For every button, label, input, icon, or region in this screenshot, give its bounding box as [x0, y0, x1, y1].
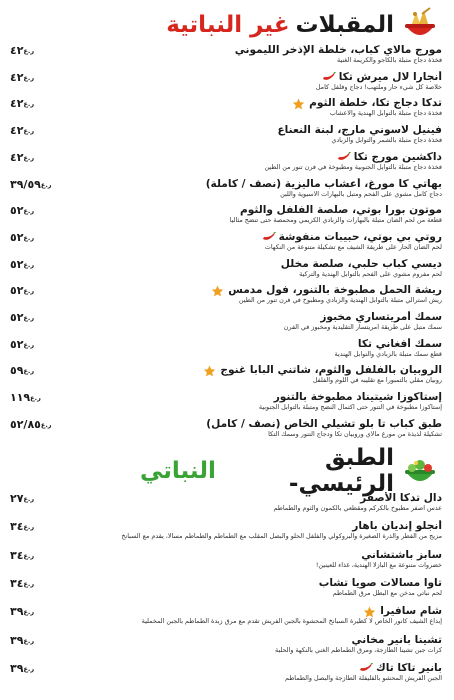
item-name: إستاكوزا شيتيناد مطبوخة بالتنور: [273, 391, 442, 404]
currency-label: ر.ع: [23, 73, 35, 82]
item-description: عدس أصفر مطبوخ بالكركم ومقطعي بالكمون والثوم والطماطم: [273, 505, 442, 512]
chili-icon: [322, 72, 336, 84]
item-price: [10, 124, 80, 138]
item-name: شام سافيرا: [380, 605, 442, 618]
item-description: تشكيلة لذيذة من مورغ مالاي وروبيان تكا ودجاج التنور وسمك التكا: [268, 430, 442, 438]
currency-label: ر.ع: [40, 420, 52, 429]
currency-label: ر.ع: [23, 579, 35, 588]
item-description: الجبن الفريش المحشو بالفليفلة الطازجة والبصل والطماطم: [284, 674, 442, 682]
menu-item: [0, 549, 454, 575]
item-description: لحم نباتي مدخن مع البطل مرق الطماطم: [332, 589, 442, 597]
price-value: ٤٢: [10, 70, 24, 84]
price-value: ٢٧: [10, 492, 24, 505]
currency-label: ر.ع: [23, 100, 35, 109]
item-price: [10, 71, 80, 85]
menu-item: [0, 634, 454, 660]
item-price: [10, 391, 80, 405]
item-price: [10, 364, 80, 378]
item-price: [10, 258, 80, 272]
item-description: لحم الضأن الحار على طريقة الشيف مع تشكيلة متنوعة من النكهات: [264, 243, 442, 251]
star-icon: [363, 606, 377, 618]
menu-item: [0, 258, 454, 284]
menu-item: [0, 71, 454, 97]
price-value: ٥٢/٨٥: [10, 417, 41, 431]
item-price: [10, 634, 80, 648]
item-name: دال تدكا الأصفر: [360, 492, 442, 504]
item-name: بانير تاكا تاك: [376, 661, 442, 674]
menu-item: [0, 311, 454, 337]
item-name: سابز باشتشاني: [361, 548, 442, 561]
star-icon: [203, 365, 217, 377]
item-name: تدكا دجاج تكا، خلطة الثوم: [309, 97, 442, 110]
star-icon: [211, 285, 225, 297]
chili-icon: [262, 232, 276, 244]
price-value: ٣٩: [10, 633, 24, 647]
item-price: [10, 284, 80, 298]
item-name: بهاتي كا مورغ، أعشاب ماليزية (نصف / كاملة): [205, 177, 442, 190]
price-value: ٤٢: [10, 150, 24, 164]
item-price: [10, 492, 80, 506]
price-value: ٥٢: [10, 311, 24, 324]
item-description: إستاكوزا مطبوخة في التنور حتى اكتمال النضج ومتبلة بالتوابل الجنوبية: [258, 404, 442, 412]
salad-bowl-icon: [400, 452, 440, 490]
item-price: [10, 338, 80, 352]
currency-label: ر.ع: [23, 636, 35, 645]
currency-label: ر.ع: [23, 523, 35, 532]
item-price: [10, 44, 80, 58]
item-price: [10, 549, 80, 563]
item-name: سمك أمريتساري مخبوز: [320, 311, 442, 323]
price-value: ٥٢: [10, 204, 24, 218]
item-description: فخذة دجاج متبلة بالتوابل الجنوبية ومطبوخة في فرن تنور من الطين: [264, 163, 442, 171]
item-description: ريش استرالي متبلة بالتوابل الهندية والزبادي ومطبوخ في فرن تنور من الطين: [238, 297, 442, 305]
currency-label: ر.ع: [23, 153, 35, 162]
menu-item: [0, 284, 454, 310]
currency-label: ر.ع: [23, 207, 35, 216]
section-header-veg-mains: [140, 445, 440, 497]
section-title-accent: النباتي: [140, 458, 216, 484]
menu-item: [0, 124, 454, 150]
item-price: [10, 605, 80, 619]
menu-item: [0, 231, 454, 257]
item-name: أنجارا لال ميرش تكا: [338, 70, 442, 83]
item-name: طبق كباب تا بلو تشيلي الخاص (نصف / كامل): [206, 417, 442, 430]
item-price: [10, 662, 80, 676]
item-description: كرات جبن تشينا الطازجة، ومرق الطماطم الغني بالنكهة والحلبة: [275, 646, 442, 654]
menu-item: [0, 662, 454, 688]
currency-label: ر.ع: [23, 608, 35, 617]
price-value: ٤٢: [10, 124, 24, 138]
currency-label: ر.ع: [30, 394, 41, 403]
item-name: موتون بورا بوتي، صلصة الفلفل والثوم: [240, 204, 442, 217]
price-value: ٣٩: [10, 661, 24, 675]
price-value: ٤٢: [10, 97, 24, 111]
appetizer-bowl-icon: [400, 6, 440, 44]
item-name: ريشة الحمل مطبوخة بالتنور، فول مدمس: [228, 284, 442, 297]
currency-label: ر.ع: [23, 47, 35, 55]
section-title: الطبق الرئيسي-: [288, 445, 394, 497]
item-description: إبداع الشيف كانور الخاص لا كظيرة السبانخ المحشوة بالجبن الفريش تقدم مع مرق زبدة الطماطم بالجبن المخملية: [141, 618, 442, 626]
menu-item: [0, 520, 454, 546]
menu-item: [0, 492, 454, 518]
menu-item: [0, 391, 454, 417]
item-description: فخذة دجاج متبلة بالشمر والتوابل والزبادي: [331, 137, 442, 145]
item-description: قطع سمك متبلة بالزبادي والتوابل الهندية: [334, 350, 442, 358]
price-value: ٤٢: [10, 44, 24, 57]
item-price: [10, 204, 80, 218]
price-value: ٣٤: [10, 576, 24, 590]
currency-label: ر.ع: [23, 127, 35, 136]
section-title: المقبلات: [295, 12, 394, 38]
currency-label: ر.ع: [23, 340, 35, 349]
menu-item: [0, 178, 454, 204]
price-value: ١١٩: [10, 391, 31, 405]
currency-label: ر.ع: [23, 260, 35, 269]
item-price: [10, 418, 80, 432]
chili-icon: [359, 663, 373, 675]
price-value: ٣٩/٥٩: [10, 177, 41, 191]
item-description: دجاج كامل مشوي على الفحم ومتبل بالبهارات الآسيوية واللبن: [280, 190, 442, 198]
price-value: ٥٢: [10, 337, 24, 351]
menu-item: [0, 338, 454, 364]
item-price: [10, 178, 80, 192]
item-name: سمك أفغاني تكا: [357, 337, 442, 350]
item-description: سمك متبل على طريقة أمريتسار التقليدية ومخبوز في الفرن: [283, 324, 442, 331]
menu-item: [0, 44, 454, 70]
section-title-accent: غير النباتية: [166, 12, 290, 38]
price-value: ٥٢: [10, 230, 24, 244]
item-name: أنجلو إنديان باهار: [352, 520, 442, 533]
item-name: ديسي كباب حلبي، صلصة مخلل: [280, 257, 442, 270]
menu-item: [0, 204, 454, 230]
item-name: داكشين مورج تكا: [353, 150, 442, 163]
currency-label: ر.ع: [23, 287, 35, 296]
menu-item: [0, 577, 454, 603]
price-value: ٥٢: [10, 257, 24, 271]
item-description: قطعة من لحم الضأن متبلة بالبهارات والزبادي الكريمي ومحمصة حتى تنضج مثالياً: [229, 217, 442, 225]
price-value: ٣٤: [10, 548, 24, 562]
item-price: [10, 231, 80, 245]
item-price: [10, 151, 80, 165]
item-description: مزيج من الفطر والذرة الصغيرة والبروكولي والفلفل الحلو والبصل المقلب مع الطماطم والطماطم مسالا، يقدم مع السبانخ: [121, 533, 442, 541]
menu-item: [0, 151, 454, 177]
currency-label: ر.ع: [23, 233, 35, 242]
item-name: روتي بي بوتي، حبيبات منفوشة: [278, 230, 442, 243]
item-name: تاوا مسالات صويا تشاب: [318, 576, 442, 589]
item-price: [10, 311, 80, 325]
section-header-appetizers: [140, 6, 440, 44]
menu-item: [0, 97, 454, 123]
currency-label: ر.ع: [23, 367, 35, 376]
star-icon: [292, 98, 306, 110]
currency-label: ر.ع: [23, 314, 35, 322]
item-name: فينيل لاسوني مارج، لبنة النعناع: [277, 124, 442, 137]
item-description: لحم مفروم مشوي على الفحم بالتوابل الهندية والتركية: [299, 270, 442, 278]
item-price: [10, 577, 80, 591]
item-description: روبيان مقلي بالتمبورا مع تقليبه في اللوم والفلفل: [312, 377, 442, 385]
item-description: فخذة دجاج متبلة بالكاجو والكريمة الغنية: [337, 57, 442, 64]
currency-label: ر.ع: [23, 495, 35, 503]
item-price: [10, 97, 80, 111]
currency-label: ر.ع: [40, 180, 52, 189]
chili-icon: [337, 152, 351, 164]
currency-label: ر.ع: [23, 551, 35, 560]
item-description: فخذة دجاج متبلة بالتوابل الهندية والأعشاب: [329, 110, 442, 118]
menu-item: [0, 364, 454, 390]
price-value: ٥٩: [10, 364, 24, 378]
price-value: ٣٤: [10, 520, 24, 534]
item-name: تشينا بانير مخاني: [351, 633, 442, 646]
item-price: [10, 520, 80, 534]
item-description: خضروات متنوعة مع البازلا الهندية، غذاء للعينين!: [315, 561, 442, 569]
price-value: ٥٢: [10, 284, 24, 298]
item-description: خلاصة كل شيء حار وملتهب! دجاج وفلفل كامل: [315, 83, 442, 91]
menu-item: [0, 418, 454, 444]
menu-item: [0, 605, 454, 631]
item-name: مورج مالاي كباب، خلطة الإذخر الليموني: [234, 44, 442, 56]
price-value: ٣٩: [10, 605, 24, 619]
currency-label: ر.ع: [23, 664, 35, 673]
item-name: الروبيان بالفلفل والثوم، شاتني البابا غنوج: [220, 364, 442, 377]
